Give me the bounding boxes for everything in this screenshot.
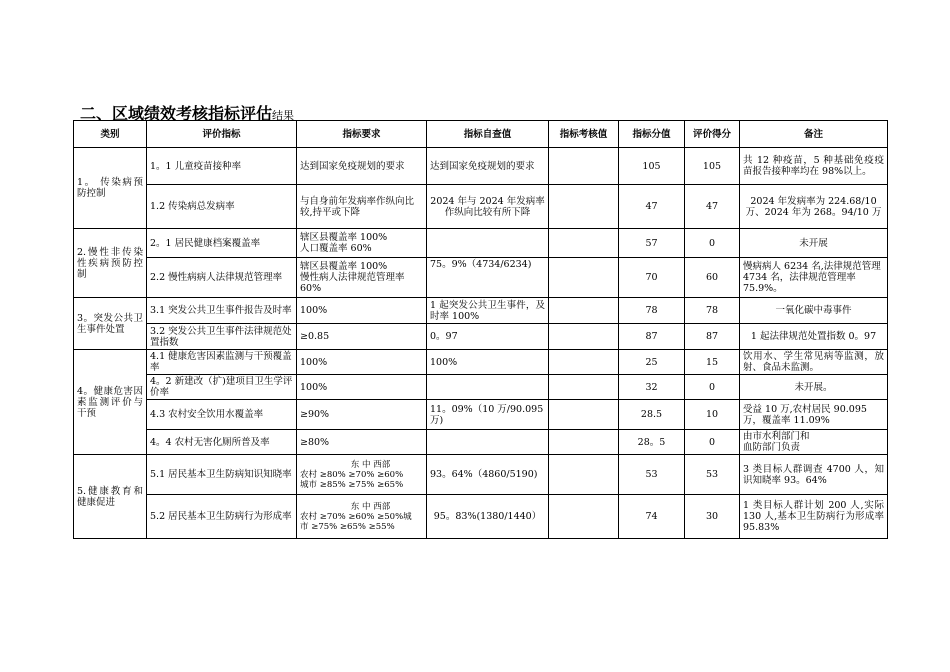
indicator-cell: 4.3 农村安全饮用水覆盖率: [147, 400, 297, 430]
score-got-cell: 0: [685, 430, 740, 455]
requirement-cell: 100%: [297, 298, 427, 324]
note-cell: 2024 年发病率为 224.68/10 万、2024 年为 268。94/10 万: [740, 185, 888, 229]
note-cell: 1 类目标人群计划 200 人,实际 130 人,基本卫生防病行为形成率 95.83%: [740, 495, 888, 539]
indicator-cell: 4。4 农村无害化厕所普及率: [147, 430, 297, 455]
note-cell: 慢病病人 6234 名,法律规范管理 4734 名，法律规范管理率 75.9%。: [740, 258, 888, 298]
note-cell: 3 类目标人群调查 4700 人，知识知晓率 93。64%: [740, 455, 888, 495]
self-value-cell: 100%: [427, 350, 549, 375]
requirement-cell: 达到国家免疫规划的要求: [297, 148, 427, 185]
indicator-cell: 3.1 突发公共卫生事件报告及时率: [147, 298, 297, 324]
self-value-cell: [427, 229, 549, 258]
note-cell: 1 起法律规范处置指数 0。97: [740, 324, 888, 350]
score-got-cell: 60: [685, 258, 740, 298]
indicator-cell: 2。1 居民健康档案覆盖率: [147, 229, 297, 258]
note-cell: 未开展。: [740, 375, 888, 400]
score-full-cell: 87: [619, 324, 685, 350]
assessment-table: [73, 120, 888, 539]
score-got-cell: 53: [685, 455, 740, 495]
category-cell: 5.健康教育和健康促进: [74, 455, 147, 539]
score-full-cell: 53: [619, 455, 685, 495]
score-full-cell: 74: [619, 495, 685, 539]
self-value-cell: [427, 430, 549, 455]
col-header-requirement: 指标要求: [297, 121, 427, 148]
category-cell: 1。 传染病预防控制: [74, 148, 147, 229]
requirement-cell: ≥80%: [297, 430, 427, 455]
requirement-cell: [297, 455, 427, 495]
indicator-cell: 4。2 新建改（扩)建项目卫生学评价率: [147, 375, 297, 400]
score-got-cell: 30: [685, 495, 740, 539]
assess-value-cell: [549, 298, 619, 324]
table-row: [74, 229, 888, 258]
score-got-cell: 105: [685, 148, 740, 185]
col-header-indicator: 评价指标: [147, 121, 297, 148]
self-value-cell: 达到国家免疫规划的要求: [427, 148, 549, 185]
indicator-cell: 1。1 儿童疫苗接种率: [147, 148, 297, 185]
assess-value-cell: [549, 495, 619, 539]
score-full-cell: 28。5: [619, 430, 685, 455]
table-header-row: [74, 121, 888, 148]
table-row: [74, 258, 888, 298]
table-row: [74, 148, 888, 185]
requirement-cell: [297, 229, 427, 258]
table-row: [74, 324, 888, 350]
score-got-cell: 15: [685, 350, 740, 375]
heading-suffix: 结果: [272, 109, 295, 122]
requirement-cell: ≥90%: [297, 400, 427, 430]
note-cell: 未开展: [740, 229, 888, 258]
assess-value-cell: [549, 324, 619, 350]
category-cell: 3。突发公共卫生事件处置: [74, 298, 147, 350]
self-value-cell: 75。9%（4734/6234): [427, 258, 549, 298]
note-cell: [740, 430, 888, 455]
col-header-assess-value: 指标考核值: [549, 121, 619, 148]
note-line: 由市水利部门和: [743, 431, 810, 442]
score-full-cell: 32: [619, 375, 685, 400]
assess-value-cell: [549, 229, 619, 258]
requirement-line: 慢性病人法律规范管理率 60%: [300, 272, 405, 294]
score-got-cell: 10: [685, 400, 740, 430]
score-full-cell: 70: [619, 258, 685, 298]
requirement-cell: ≥0.85: [297, 324, 427, 350]
col-header-score-got: 评价得分: [685, 121, 740, 148]
table-row: [74, 495, 888, 539]
requirement-cell: 与自身前年发病率作纵向比较,持平或下降: [297, 185, 427, 229]
assess-value-cell: [549, 350, 619, 375]
score-full-cell: 28.5: [619, 400, 685, 430]
table-row: [74, 430, 888, 455]
self-value-cell: 1 起突发公共卫生事件，及时率 100%: [427, 298, 549, 324]
table-row: [74, 350, 888, 375]
col-header-self-value: 指标自查值: [427, 121, 549, 148]
requirement-line: 市 ≥75% ≥65% ≥55%: [300, 521, 395, 532]
requirement-region-header: 东 中 西部: [350, 459, 391, 470]
requirement-cell: [297, 258, 427, 298]
score-full-cell: 47: [619, 185, 685, 229]
note-cell: 受益 10 万,农村居民 90.095 万，覆盖率 11.09%: [740, 400, 888, 430]
score-got-cell: 78: [685, 298, 740, 324]
table-row: [74, 455, 888, 495]
score-full-cell: 57: [619, 229, 685, 258]
self-value-cell: 0。97: [427, 324, 549, 350]
category-cell: 4。健康危害因素监测评价与干预: [74, 350, 147, 455]
note-cell: 饮用水、学生常见病等监测，放射、食品未监测。: [740, 350, 888, 375]
table-row: [74, 375, 888, 400]
score-got-cell: 0: [685, 229, 740, 258]
score-full-cell: 105: [619, 148, 685, 185]
self-value-cell: 2024 年与 2024 年发病率作纵向比较有所下降: [427, 185, 549, 229]
note-cell: 共 12 种疫苗，5 种基础免疫疫苗报告接种率均在 98%以上。: [740, 148, 888, 185]
indicator-cell: 4.1 健康危害因素监测与干预覆盖率: [147, 350, 297, 375]
requirement-line: 人口覆盖率 60%: [300, 243, 372, 254]
requirement-line: 城市 ≥85% ≥75% ≥65%: [300, 479, 404, 490]
indicator-cell: 2.2 慢性病病人法律规范管理率: [147, 258, 297, 298]
assess-value-cell: [549, 400, 619, 430]
col-header-note: 备注: [740, 121, 888, 148]
note-line: 血防部门负责: [743, 442, 801, 453]
col-header-score-full: 指标分值: [619, 121, 685, 148]
table-row: [74, 400, 888, 430]
requirement-cell: 100%: [297, 350, 427, 375]
self-value-cell: 95。83%(1380/1440）: [427, 495, 549, 539]
assess-value-cell: [549, 375, 619, 400]
table-row: [74, 185, 888, 229]
requirement-line: 辖区县覆盖率 100%: [300, 232, 388, 243]
score-full-cell: 78: [619, 298, 685, 324]
category-cell: 2.慢性非传染性疾病预防控制: [74, 229, 147, 298]
indicator-cell: 1.2 传染病总发病率: [147, 185, 297, 229]
assess-value-cell: [549, 455, 619, 495]
requirement-cell: [297, 495, 427, 539]
heading-title: 二、区域绩效考核指标评估: [80, 104, 273, 123]
assess-value-cell: [549, 258, 619, 298]
assess-value-cell: [549, 185, 619, 229]
requirement-line: 农村 ≥80% ≥70% ≥60%: [300, 469, 404, 480]
requirement-cell: 100%: [297, 375, 427, 400]
score-got-cell: 47: [685, 185, 740, 229]
note-cell: 一氧化碳中毒事件: [740, 298, 888, 324]
col-header-category: 类别: [74, 121, 147, 148]
score-full-cell: 25: [619, 350, 685, 375]
requirement-line: 辖区县覆盖率 100%: [300, 261, 388, 272]
assess-value-cell: [549, 148, 619, 185]
self-value-cell: 11。09%（10 万/90.095 万): [427, 400, 549, 430]
requirement-region-header: 东 中 西部: [350, 501, 391, 512]
indicator-cell: 5.1 居民基本卫生防病知识知晓率: [147, 455, 297, 495]
self-value-cell: [427, 375, 549, 400]
indicator-cell: 3.2 突发公共卫生事件法律规范处置指数: [147, 324, 297, 350]
score-got-cell: 0: [685, 375, 740, 400]
score-got-cell: 87: [685, 324, 740, 350]
table-row: [74, 298, 888, 324]
self-value-cell: 93。64%（4860/5190): [427, 455, 549, 495]
indicator-cell: 5.2 居民基本卫生防病行为形成率: [147, 495, 297, 539]
assess-value-cell: [549, 430, 619, 455]
requirement-line: 农村 ≥70% ≥60% ≥50%城: [300, 511, 412, 522]
